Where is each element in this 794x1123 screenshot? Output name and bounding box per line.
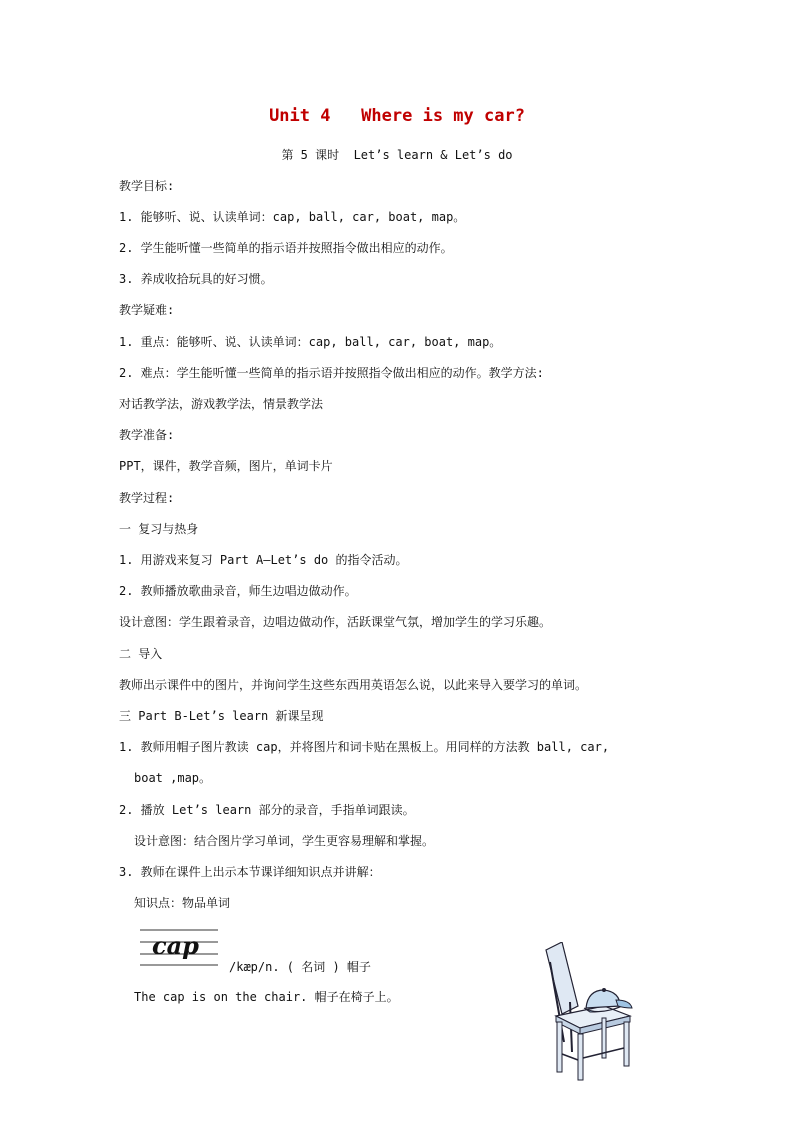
paragraph: 对话教学法，游戏教学法，情景教学法 <box>119 397 324 411</box>
paragraph: 设计意图：结合图片学习单词，学生更容易理解和掌握。 <box>134 834 435 848</box>
section-heading: 教学过程: <box>119 491 175 505</box>
paragraph: 教师出示课件中的图片，并询问学生这些东西用英语怎么说，以此来导入要学习的单词。 <box>119 678 588 692</box>
example-sentence: The cap is on the chair. 帽子在椅子上。 <box>134 990 399 1004</box>
knowledge-point: 知识点：物品单词 <box>134 896 231 910</box>
list-item-continued: boat ,map。 <box>134 771 212 785</box>
list-item: 2. 播放 Let’s learn 部分的录音，手指单词跟读。 <box>119 803 415 817</box>
lesson-title: Unit 4 Where is my car? <box>269 106 525 126</box>
step-heading: 三 Part B-Let’s learn 新课呈现 <box>119 709 324 723</box>
list-item: 1. 重点：能够听、说、认读单词：cap, ball, car, boat, map。 <box>119 335 502 349</box>
chair-with-cap-illustration <box>540 942 640 1082</box>
section-heading: 教学目标: <box>119 179 175 193</box>
list-item: 3. 教师在课件上出示本节课详细知识点并讲解： <box>119 865 381 879</box>
section-heading: 教学疑难: <box>119 303 175 317</box>
list-item: 1. 能够听、说、认读单词：cap, ball, car, boat, map。 <box>119 210 466 224</box>
list-item: 2. 学生能听懂一些简单的指示语并按照指令做出相应的动作。 <box>119 241 453 255</box>
paragraph: PPT，课件，教学音频，图片，单词卡片 <box>119 459 333 473</box>
step-heading: 二 导入 <box>119 647 163 661</box>
word-card-cap <box>140 928 220 968</box>
list-item: 2. 难点：学生能听懂一些简单的指示语并按照指令做出相应的动作。教学方法: <box>119 366 544 380</box>
handwriting-lines-icon <box>140 928 220 968</box>
word-card-text: cap <box>152 931 199 960</box>
list-item: 1. 用游戏来复习 Part A—Let’s do 的指令活动。 <box>119 553 408 567</box>
lesson-subtitle: 第 5 课时 Let’s learn & Let’s do <box>281 148 513 162</box>
step-heading: 一 复习与热身 <box>119 522 199 536</box>
list-item: 2. 教师播放歌曲录音，师生边唱边做动作。 <box>119 584 357 598</box>
section-heading: 教学准备: <box>119 428 175 442</box>
phonetic-definition: /kæp/n. ( 名词 ) 帽子 <box>229 960 371 974</box>
paragraph: 设计意图：学生跟着录音，边唱边做动作，活跃课堂气氛，增加学生的学习乐趣。 <box>119 615 552 629</box>
list-item: 1. 教师用帽子图片教读 cap，并将图片和词卡贴在黑板上。用同样的方法教 ball, car, <box>119 740 610 754</box>
list-item: 3. 养成收拾玩具的好习惯。 <box>119 272 273 286</box>
